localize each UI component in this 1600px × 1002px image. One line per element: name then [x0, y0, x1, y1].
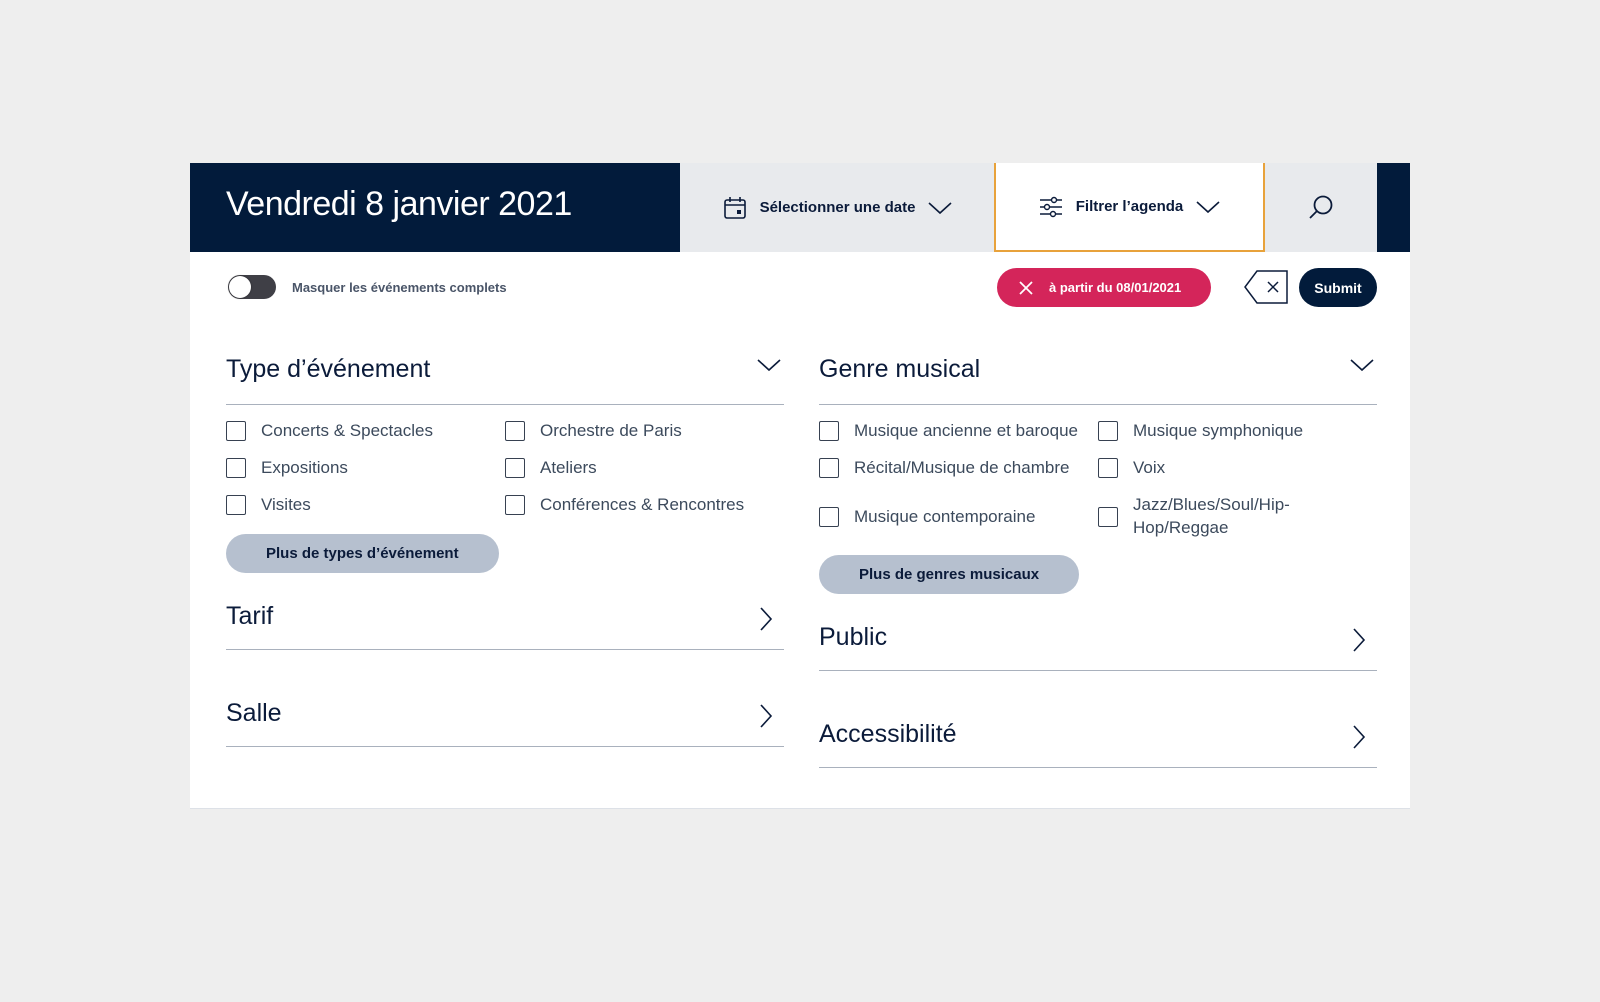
chevron-right-icon	[1351, 627, 1367, 653]
checkbox[interactable]	[505, 495, 525, 515]
select-date-label: Sélectionner une date	[759, 199, 916, 216]
chevron-down-icon	[927, 200, 953, 216]
genre-header[interactable]	[819, 343, 1377, 405]
filter-agenda-label: Filtrer l’agenda	[1075, 198, 1184, 215]
tarif-accordion[interactable]	[226, 588, 784, 650]
backspace-icon	[1243, 269, 1289, 305]
genre-option[interactable]: Voix	[1098, 456, 1377, 481]
left-filter-column	[226, 343, 784, 747]
genre-option[interactable]: Récital/Musique de chambre	[819, 456, 1098, 481]
hide-full-events-label: Masquer les événements complets	[292, 279, 507, 295]
right-filter-column	[819, 343, 1377, 768]
event-type-option[interactable]: Concerts & Spectacles	[226, 419, 505, 444]
checkbox[interactable]	[1098, 458, 1118, 478]
chevron-down-icon	[756, 357, 782, 373]
tarif-title: Tarif	[226, 602, 274, 630]
checkbox[interactable]	[819, 421, 839, 441]
sliders-icon	[1038, 196, 1064, 218]
genre-option[interactable]: Musique ancienne et baroque	[819, 419, 1098, 444]
event-type-options	[226, 419, 784, 518]
date-filter-label: à partir du 08/01/2021	[1049, 280, 1182, 295]
checkbox[interactable]	[505, 421, 525, 441]
salle-title: Salle	[226, 699, 282, 727]
genre-options	[819, 419, 1377, 539]
agenda-header	[190, 163, 1410, 252]
genre-option[interactable]: Musique symphonique	[1098, 419, 1377, 444]
clear-filters-button[interactable]	[1243, 269, 1289, 305]
checkbox[interactable]	[1098, 507, 1118, 527]
search-button[interactable]	[1265, 163, 1377, 252]
hide-full-events-row	[228, 275, 507, 299]
page-title: Vendredi 8 janvier 2021	[226, 185, 572, 223]
event-type-option[interactable]: Expositions	[226, 456, 505, 481]
accessibilite-accordion[interactable]	[819, 706, 1377, 768]
checkbox[interactable]	[819, 507, 839, 527]
toggle-knob	[229, 276, 251, 298]
checkbox[interactable]	[1098, 421, 1118, 441]
event-type-option[interactable]: Visites	[226, 493, 505, 518]
chevron-down-icon	[1349, 357, 1375, 373]
filter-agenda-button[interactable]	[994, 163, 1265, 252]
chevron-right-icon	[1351, 724, 1367, 750]
close-icon[interactable]	[1019, 281, 1033, 295]
chevron-down-icon	[1195, 199, 1221, 215]
checkbox[interactable]	[226, 421, 246, 441]
chevron-right-icon	[758, 606, 774, 632]
genre-title: Genre musical	[819, 355, 981, 383]
calendar-icon	[722, 195, 748, 221]
public-title: Public	[819, 623, 888, 651]
event-type-option[interactable]: Orchestre de Paris	[505, 419, 784, 444]
more-genres-button[interactable]: Plus de genres musicaux	[819, 555, 1079, 594]
genre-option[interactable]: Jazz/Blues/Soul/Hip-Hop/Reggae	[1098, 493, 1377, 539]
date-filter-chip[interactable]	[997, 268, 1211, 307]
genre-option[interactable]: Musique contemporaine	[819, 493, 1098, 539]
checkbox[interactable]	[819, 458, 839, 478]
checkbox[interactable]	[226, 495, 246, 515]
checkbox[interactable]	[226, 458, 246, 478]
checkbox[interactable]	[505, 458, 525, 478]
chevron-right-icon	[758, 703, 774, 729]
agenda-panel	[190, 163, 1410, 809]
hide-full-events-toggle[interactable]	[228, 275, 276, 299]
submit-button[interactable]: Submit	[1299, 268, 1377, 307]
event-type-title: Type d’événement	[226, 355, 431, 383]
event-type-header[interactable]	[226, 343, 784, 405]
salle-accordion[interactable]	[226, 685, 784, 747]
event-type-option[interactable]: Conférences & Rencontres	[505, 493, 784, 518]
search-icon	[1307, 194, 1335, 222]
event-type-option[interactable]: Ateliers	[505, 456, 784, 481]
more-event-types-button[interactable]: Plus de types d’événement	[226, 534, 499, 573]
public-accordion[interactable]	[819, 609, 1377, 671]
select-date-button[interactable]	[680, 163, 995, 252]
accessibilite-title: Accessibilité	[819, 720, 957, 748]
